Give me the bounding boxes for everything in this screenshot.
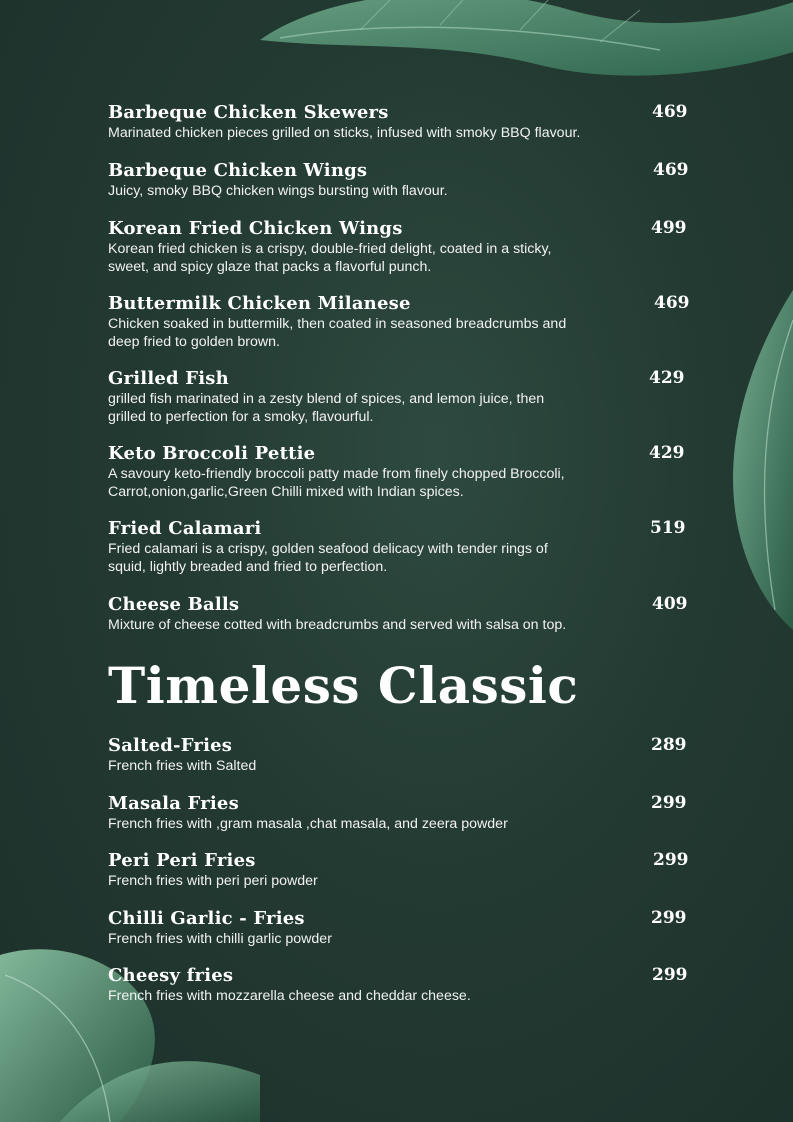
item-price: 519 [650, 518, 686, 538]
item-name: Peri Peri Fries [108, 850, 256, 871]
item-price: 299 [651, 793, 687, 813]
item-description: Juicy, smoky BBQ chicken wings bursting with flavour. [108, 183, 448, 199]
item-price: 299 [652, 965, 688, 985]
item-description: Fried calamari is a crispy, golden seafood delicacy with tender rings of squid, lightly breaded and fried to perfection. [108, 541, 548, 575]
item-description: French fries with Salted [108, 758, 257, 774]
item-price: 429 [649, 443, 685, 463]
item-price: 299 [653, 850, 689, 870]
item-description: French fries with chilli garlic powder [108, 931, 332, 947]
item-name: Grilled Fish [108, 368, 229, 389]
item-name: Korean Fried Chicken Wings [108, 218, 403, 239]
item-name: Salted-Fries [108, 735, 233, 756]
item-description: French fries with ,gram masala ,chat masala, and zeera powder [108, 816, 508, 832]
item-description: grilled fish marinated in a zesty blend of spices, and lemon juice, then grilled to perfection for a smoky, flavourful. [108, 391, 545, 425]
item-description: French fries with peri peri powder [108, 873, 318, 889]
item-description: Chicken soaked in buttermilk, then coated in seasoned breadcrumbs and deep fried to golden brown. [108, 316, 567, 350]
item-price: 469 [652, 102, 688, 122]
item-name: Buttermilk Chicken Milanese [108, 293, 411, 314]
item-name: Fried Calamari [108, 518, 262, 539]
item-description: Korean fried chicken is a crispy, double-fried delight, coated in a sticky, sweet, and spicy glaze that packs a flavorful punch. [108, 241, 552, 275]
item-description: French fries with mozzarella cheese and cheddar cheese. [108, 988, 471, 1004]
item-price: 429 [649, 368, 685, 388]
item-name: Barbeque Chicken Wings [108, 160, 368, 181]
item-description: Marinated chicken pieces grilled on sticks, infused with smoky BBQ flavour. [108, 125, 581, 141]
item-price: 299 [651, 908, 687, 928]
bottom-left-leaf-decoration [0, 935, 260, 1122]
item-price: 469 [654, 293, 690, 313]
item-name: Cheesy fries [108, 965, 234, 986]
right-leaf-decoration [715, 290, 793, 630]
item-name: Barbeque Chicken Skewers [108, 102, 389, 123]
item-name: Chilli Garlic - Fries [108, 908, 305, 929]
top-leaf-decoration [240, 0, 793, 110]
item-name: Masala Fries [108, 793, 239, 814]
item-name: Keto Broccoli Pettie [108, 443, 316, 464]
item-description: A savoury keto-friendly broccoli patty made from finely chopped Broccoli, Carrot,onion,garlic,Green Chilli mixed with Indian spices. [108, 466, 565, 500]
item-price: 289 [651, 735, 687, 755]
item-description: Mixture of cheese cotted with breadcrumbs and served with salsa on top. [108, 617, 567, 633]
section-title: Timeless Classic [108, 656, 579, 715]
item-name: Cheese Balls [108, 594, 240, 615]
item-price: 469 [653, 160, 689, 180]
item-price: 499 [651, 218, 687, 238]
item-price: 409 [652, 594, 688, 614]
